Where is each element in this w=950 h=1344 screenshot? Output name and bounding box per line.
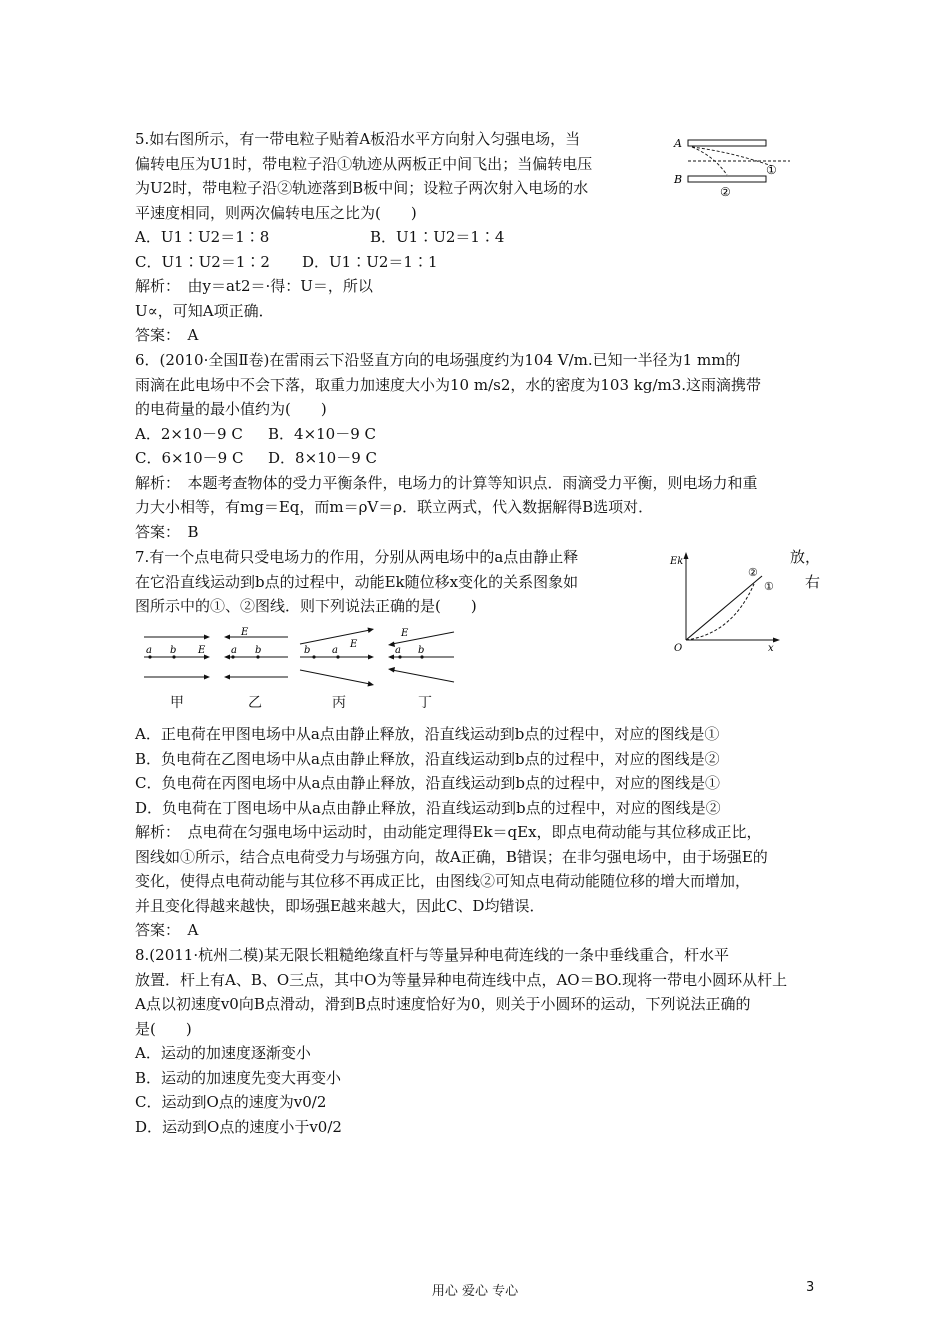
q8-line-2: 放置．杆上有A、B、O三点，其中O为等量异种电荷连线中点，AO＝BO.现将一带电小圆环从杆上 — [135, 970, 788, 989]
q7-field-diagrams — [138, 624, 458, 694]
q8-option-b: B．运动的加速度先变大再变小 — [135, 1068, 342, 1087]
q6-line-3: 的电荷量的最小值约为( ) — [135, 400, 327, 418]
q7-option-d: D．负电荷在丁图电场中从a点由静止释放，沿直线运动到b点的过程中，对应的图线是② — [135, 798, 721, 817]
q7-ek-graph — [664, 548, 786, 658]
panel-label-jia: 甲 — [170, 695, 184, 711]
question-6 — [135, 348, 815, 544]
q7-analysis-3: 变化，使得点电荷动能与其位移不再成正比，由图线②可知点电荷动能随位移的增大而增加， — [135, 872, 751, 890]
q7-body — [135, 722, 815, 943]
field-diagram-jia — [144, 635, 210, 680]
q5-line-4: 平速度相同，则两次偏转电压之比为( ) — [135, 203, 417, 222]
q7-graph-origin-label: O — [674, 643, 683, 654]
q5-line-2: 偏转电压为U1时，带电粒子沿①轨迹从两板正中间飞出；当偏转电压 — [135, 154, 593, 173]
q7-answer: 答案： A — [135, 921, 199, 939]
q7-graph-ek-label: Ek — [670, 556, 684, 567]
q7-analysis-4: 并且变化得越来越快，即场强E越来越大，因此C、D均错误． — [135, 896, 545, 915]
q8-line-4: 是( ) — [135, 1019, 192, 1038]
q6-answer: 答案： B — [135, 522, 199, 541]
field-diagram-bing — [300, 628, 374, 687]
q6-line-1: 6．(2010·全国Ⅱ卷)在雷雨云下沿竖直方向的电场强度约为104 V/m.已知一半径为1 mm的 — [135, 351, 741, 369]
q7-analysis-2: 图线如①所示，结合点电荷受力与场强方向，故A正确，B错误；在非匀强电场中，由于场强E的 — [135, 847, 768, 866]
q7-graph-curve-2-label: ② — [748, 566, 758, 579]
page-number: 3 — [806, 1280, 815, 1295]
q6-option-b: B．4×10－9 C — [268, 424, 377, 443]
q5-fig-label-a: A — [674, 137, 682, 150]
q5-line-1: 5.如右图所示，有一带电粒子贴着A板沿水平方向射入匀强电场，当 — [135, 130, 581, 148]
q5-fig-label-b: B — [674, 173, 683, 186]
q5-option-b: B．U1∶U2＝1∶4 — [370, 228, 505, 246]
bing-label-b: b — [304, 645, 311, 656]
q7-line-3: 图所示中的①、②图线．则下列说法正确的是( ) — [135, 597, 477, 615]
q5-analysis-1: 解析： 由y＝at2＝·得：U＝，所以 — [135, 277, 373, 295]
q8-option-a: A．运动的加速度逐渐变小 — [135, 1044, 311, 1062]
q7-graph-x-label: x — [768, 643, 774, 654]
q6-analysis-2: 力大小相等，有mg＝Eq，而m＝ρV＝ρ．联立两式，代入数据解得B选项对． — [135, 498, 654, 516]
q8-option-d: D．运动到O点的速度小于v0/2 — [135, 1117, 342, 1136]
q5-analysis-2: U∝，可知A项正确． — [135, 301, 274, 320]
bing-label-a: a — [332, 645, 338, 656]
q7-option-b: B．负电荷在乙图电场中从a点由静止释放，沿直线运动到b点的过程中，对应的图线是② — [135, 749, 720, 768]
jia-label-b: b — [170, 645, 177, 656]
q5-option-d: D．U1∶U2＝1∶1 — [302, 252, 438, 271]
q5-answer: 答案： A — [135, 326, 199, 344]
q6-option-c: C．6×10－9 C — [135, 449, 244, 467]
field-diagram-yi — [224, 627, 288, 680]
q5-options-cd — [135, 250, 815, 275]
q6-options-ab — [135, 422, 815, 447]
q5-option-a: A．U1∶U2＝1∶8 — [135, 228, 270, 246]
q5-fig-label-2: ② — [720, 185, 731, 199]
q7-option-c: C．负电荷在丙图电场中从a点由静止释放，沿直线运动到b点的过程中，对应的图线是① — [135, 774, 721, 792]
q6-analysis-1: 解析： 本题考查物体的受力平衡条件，电场力的计算等知识点．雨滴受力平衡，则电场力和重 — [135, 473, 758, 492]
q5-options-ab — [135, 225, 815, 250]
q6-options-cd — [135, 446, 815, 471]
ding-label-b: b — [418, 645, 425, 656]
q7-line-1-end: 放， — [789, 548, 820, 566]
q7-graph-curve-1-label: ① — [764, 580, 774, 593]
question-8 — [135, 943, 815, 1139]
q7-line-2: 在它沿直线运动到b点的过程中，动能Ek随位移x变化的关系图象如 — [135, 572, 579, 591]
panel-label-ding: 丁 — [418, 695, 432, 711]
jia-label-a: a — [146, 645, 152, 656]
q7-line-2-end: 右 — [804, 572, 820, 591]
q5-plates-figure — [672, 130, 797, 204]
bing-label-e: E — [350, 639, 358, 650]
q8-option-c: C．运动到O点的速度为v0/2 — [135, 1093, 327, 1111]
ding-label-a: a — [395, 645, 401, 656]
q5-fig-label-1: ① — [766, 163, 777, 177]
q5-line-3: 为U2时，带电粒子沿②轨迹落到B板中间；设粒子两次射入电场的水 — [135, 179, 589, 197]
q6-option-d: D．8×10－9 C — [268, 449, 378, 467]
yi-label-a: a — [231, 645, 237, 656]
q7-option-a: A．正电荷在甲图电场中从a点由静止释放，沿直线运动到b点的过程中，对应的图线是① — [135, 725, 720, 743]
field-diagram-ding — [388, 628, 454, 682]
q8-line-1: 8.(2011·杭州二模)某无限长粗糙绝缘直杆与等量异种电荷连线的一条中垂线重合，杆水平 — [135, 946, 729, 964]
q6-option-a: A．2×10－9 C — [135, 424, 243, 443]
jia-label-e: E — [198, 645, 206, 656]
yi-label-e: E — [241, 627, 249, 638]
q5-option-c: C．U1∶U2＝1∶2 — [135, 252, 270, 271]
yi-label-b: b — [255, 645, 262, 656]
panel-label-bing: 丙 — [332, 695, 346, 711]
ding-label-e: E — [401, 628, 409, 639]
q6-line-2: 雨滴在此电场中不会下落，取重力加速度大小为10 m/s2，水的密度为103 kg/m3.这雨滴携带 — [135, 375, 762, 394]
q8-line-3: A点以初速度v0向B点滑动，滑到B点时速度恰好为0，则关于小圆环的运动，下列说法正确的 — [135, 995, 751, 1013]
q7-analysis-1: 解析： 点电荷在匀强电场中运动时，由动能定理得Ek＝qEx，即点电荷动能与其位移成正比， — [135, 823, 762, 841]
panel-label-yi: 乙 — [248, 695, 262, 711]
q7-line-1: 7.有一个点电荷只受电场力的作用，分别从两电场中的a点由静止释 — [135, 548, 579, 566]
page-footer: 用心 爱心 专心 — [431, 1284, 519, 1299]
